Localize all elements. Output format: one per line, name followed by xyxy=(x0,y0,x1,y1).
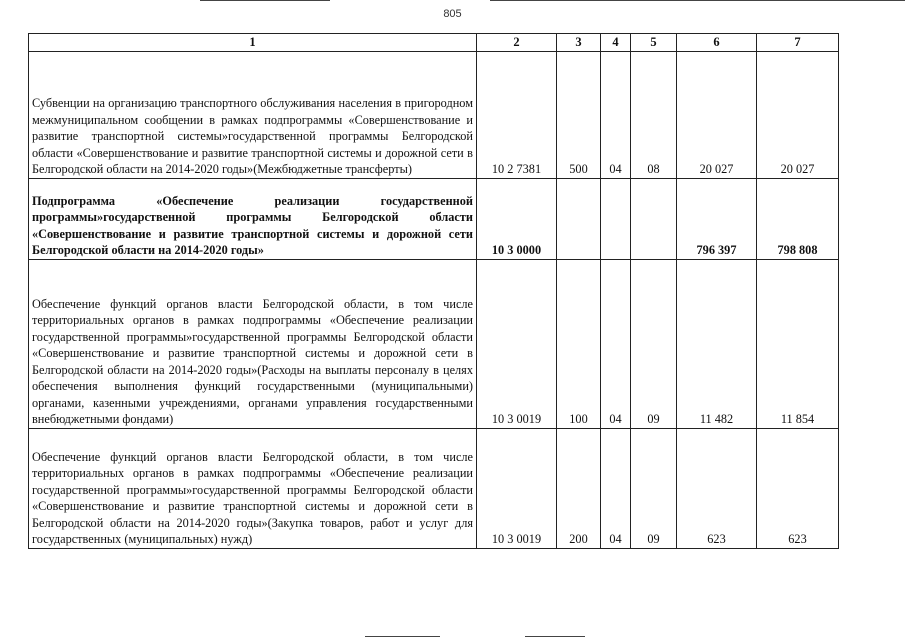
scan-artifact-top-right xyxy=(490,0,905,1)
row-description: Субвенции на организацию транспортного обслуживания населения в пригородном межмуниципальном сообщении в рамках подпрограммы «Совершенствование и развитие транспортной системы»государственной программы Белгородской области «Совершенствование и развитие транспортной системы и дорожной сети в Белгородской области на 2014-2020 годы»(Межбюджетные трансферты) xyxy=(29,51,477,178)
row-amount1: 796 397 xyxy=(677,178,757,259)
row-code: 10 3 0000 xyxy=(477,178,557,259)
row-type xyxy=(557,178,601,259)
row-type: 500 xyxy=(557,51,601,178)
row-description: Обеспечение функций органов власти Белгородской области, в том числе территориальных органов в рамках подпрограммы «Обеспечение реализации государственной программы»государственной программы Белгородской области «Совершенствование и развитие транспортной системы и дорожной сети в Белгородской области на 2014-2020 годы»(Расходы на выплаты персоналу в целях обеспечения выполнения функций государственными (муниципальными) органами, казенными учреждениями, органами управления государственными внебюджетными фондами) xyxy=(29,259,477,428)
table-row xyxy=(29,178,839,259)
col-header-subsection: 5 xyxy=(631,34,677,52)
budget-table xyxy=(28,33,839,549)
row-section: 04 xyxy=(601,428,631,548)
row-subsection: 09 xyxy=(631,259,677,428)
row-amount1: 11 482 xyxy=(677,259,757,428)
scan-artifact-top-left xyxy=(200,0,330,1)
row-amount2: 798 808 xyxy=(757,178,839,259)
row-amount2: 11 854 xyxy=(757,259,839,428)
row-description: Подпрограмма «Обеспечение реализации государственной программы»государственной программы Белгородской области «Совершенствование и развитие транспортной системы и дорожной сети Белгородской области на 2014-2020 годы» xyxy=(29,178,477,259)
row-type: 100 xyxy=(557,259,601,428)
scan-artifact-bottom-right xyxy=(525,636,585,637)
col-header-description: 1 xyxy=(29,34,477,52)
col-header-section: 4 xyxy=(601,34,631,52)
col-header-type: 3 xyxy=(557,34,601,52)
row-amount1: 623 xyxy=(677,428,757,548)
table-row xyxy=(29,259,839,428)
row-description: Обеспечение функций органов власти Белгородской области, в том числе территориальных органов в рамках подпрограммы «Обеспечение реализации государственной программы»государственной программы Белгородской области «Совершенствование и развитие транспортной системы и дорожной сети в Белгородской области на 2014-2020 годы»(Закупка товаров, работ и услуг для государственных (муниципальных) нужд) xyxy=(29,428,477,548)
row-section: 04 xyxy=(601,51,631,178)
row-subsection xyxy=(631,178,677,259)
row-amount2: 623 xyxy=(757,428,839,548)
table-row xyxy=(29,51,839,178)
page-number: 805 xyxy=(443,8,462,20)
col-header-code: 2 xyxy=(477,34,557,52)
scan-artifact-bottom-left xyxy=(365,636,440,637)
row-type: 200 xyxy=(557,428,601,548)
row-code: 10 3 0019 xyxy=(477,428,557,548)
row-code: 10 2 7381 xyxy=(477,51,557,178)
row-code: 10 3 0019 xyxy=(477,259,557,428)
col-header-amount2: 7 xyxy=(757,34,839,52)
col-header-amount1: 6 xyxy=(677,34,757,52)
row-section xyxy=(601,178,631,259)
table-row xyxy=(29,428,839,548)
header-row xyxy=(29,34,839,52)
row-amount2: 20 027 xyxy=(757,51,839,178)
row-section: 04 xyxy=(601,259,631,428)
row-amount1: 20 027 xyxy=(677,51,757,178)
row-subsection: 09 xyxy=(631,428,677,548)
row-subsection: 08 xyxy=(631,51,677,178)
